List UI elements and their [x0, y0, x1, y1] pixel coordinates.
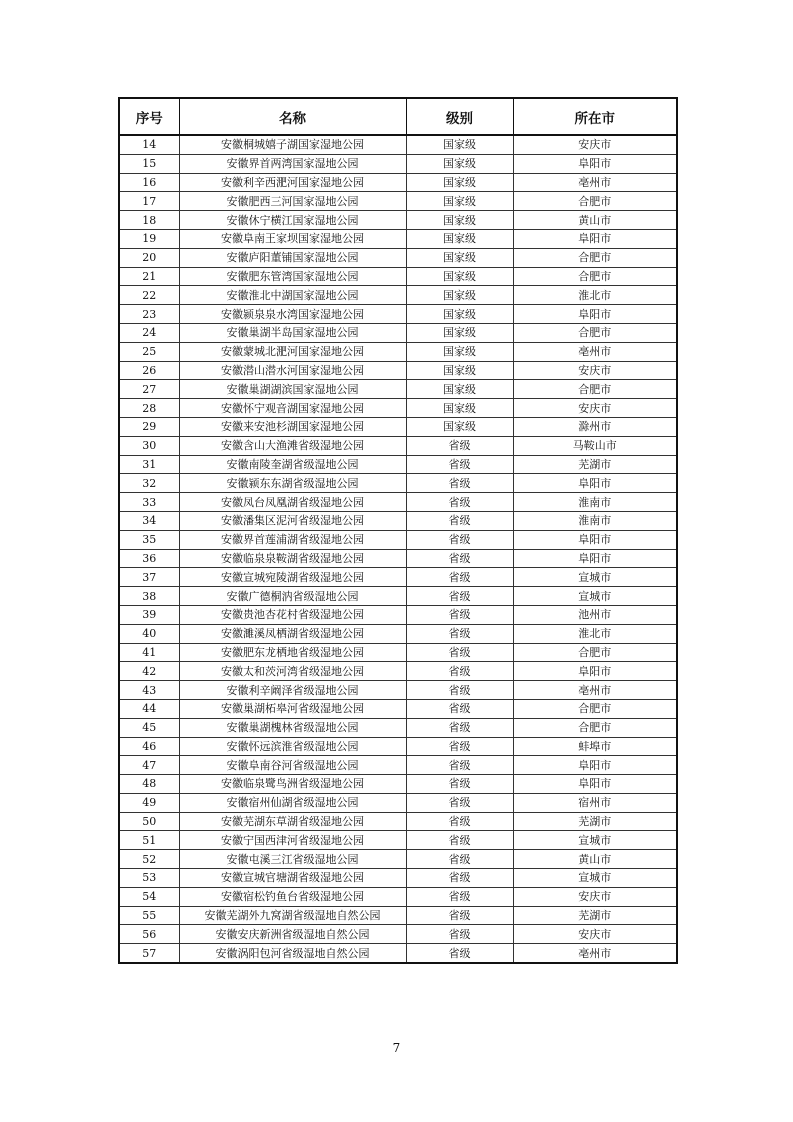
cell-level: 省级 — [406, 812, 513, 831]
table-row — [119, 775, 677, 794]
cell-level: 省级 — [406, 737, 513, 756]
cell-level: 省级 — [406, 831, 513, 850]
cell-index: 38 — [119, 587, 179, 606]
cell-city: 合肥市 — [513, 192, 677, 211]
table-row — [119, 906, 677, 925]
table-row — [119, 455, 677, 474]
cell-park-name: 安徽巢湖柘皋河省级湿地公园 — [179, 699, 406, 718]
table-row — [119, 493, 677, 512]
cell-city: 合肥市 — [513, 380, 677, 399]
table-row — [119, 718, 677, 737]
cell-level: 国家级 — [406, 211, 513, 230]
table-row — [119, 699, 677, 718]
cell-index: 56 — [119, 925, 179, 944]
table-row — [119, 925, 677, 944]
cell-index: 33 — [119, 493, 179, 512]
cell-park-name: 安徽蒙城北淝河国家湿地公园 — [179, 342, 406, 361]
cell-level: 国家级 — [406, 361, 513, 380]
table-row — [119, 135, 677, 154]
table-row — [119, 831, 677, 850]
cell-level: 国家级 — [406, 286, 513, 305]
cell-city: 阜阳市 — [513, 775, 677, 794]
table-row — [119, 530, 677, 549]
cell-city: 宣城市 — [513, 587, 677, 606]
table-row — [119, 887, 677, 906]
cell-park-name: 安徽凤台凤凰湖省级湿地公园 — [179, 493, 406, 512]
cell-park-name: 安徽宣城官塘湖省级湿地公园 — [179, 869, 406, 888]
cell-city: 合肥市 — [513, 699, 677, 718]
cell-park-name: 安徽广德桐汭省级湿地公园 — [179, 587, 406, 606]
cell-park-name: 安徽巢湖槐林省级湿地公园 — [179, 718, 406, 737]
cell-index: 57 — [119, 944, 179, 963]
cell-park-name: 安徽安庆新洲省级湿地自然公园 — [179, 925, 406, 944]
table-row — [119, 643, 677, 662]
table-row — [119, 436, 677, 455]
cell-city: 亳州市 — [513, 944, 677, 963]
table-row — [119, 793, 677, 812]
cell-index: 36 — [119, 549, 179, 568]
cell-level: 省级 — [406, 793, 513, 812]
cell-level: 省级 — [406, 906, 513, 925]
cell-level: 国家级 — [406, 305, 513, 324]
cell-level: 省级 — [406, 775, 513, 794]
cell-city: 宣城市 — [513, 568, 677, 587]
cell-city: 芜湖市 — [513, 906, 677, 925]
cell-index: 34 — [119, 511, 179, 530]
cell-park-name: 安徽芜湖东草湖省级湿地公园 — [179, 812, 406, 831]
cell-index: 28 — [119, 399, 179, 418]
cell-level: 国家级 — [406, 417, 513, 436]
cell-park-name: 安徽颍泉泉水湾国家湿地公园 — [179, 305, 406, 324]
cell-index: 17 — [119, 192, 179, 211]
cell-city: 亳州市 — [513, 342, 677, 361]
cell-park-name: 安徽临泉泉鞍湖省级湿地公园 — [179, 549, 406, 568]
cell-index: 48 — [119, 775, 179, 794]
table-row — [119, 154, 677, 173]
cell-level: 省级 — [406, 493, 513, 512]
table-row — [119, 286, 677, 305]
table-row — [119, 605, 677, 624]
cell-index: 42 — [119, 662, 179, 681]
cell-park-name: 安徽利辛阚泽省级湿地公园 — [179, 681, 406, 700]
table-row — [119, 380, 677, 399]
cell-level: 国家级 — [406, 380, 513, 399]
cell-level: 省级 — [406, 756, 513, 775]
cell-level: 国家级 — [406, 248, 513, 267]
cell-park-name: 安徽界首两湾国家湿地公园 — [179, 154, 406, 173]
cell-park-name: 安徽宁国西津河省级湿地公园 — [179, 831, 406, 850]
cell-city: 亳州市 — [513, 681, 677, 700]
table-row — [119, 587, 677, 606]
cell-city: 阜阳市 — [513, 756, 677, 775]
cell-index: 46 — [119, 737, 179, 756]
cell-level: 国家级 — [406, 267, 513, 286]
cell-city: 合肥市 — [513, 267, 677, 286]
cell-index: 29 — [119, 417, 179, 436]
cell-level: 省级 — [406, 436, 513, 455]
table-row — [119, 192, 677, 211]
cell-level: 国家级 — [406, 192, 513, 211]
cell-index: 14 — [119, 135, 179, 154]
cell-level: 省级 — [406, 681, 513, 700]
cell-park-name: 安徽南陵奎湖省级湿地公园 — [179, 455, 406, 474]
cell-index: 47 — [119, 756, 179, 775]
cell-index: 15 — [119, 154, 179, 173]
cell-park-name: 安徽肥东管湾国家湿地公园 — [179, 267, 406, 286]
cell-index: 45 — [119, 718, 179, 737]
cell-park-name: 安徽巢湖半岛国家湿地公园 — [179, 323, 406, 342]
table-row — [119, 399, 677, 418]
cell-park-name: 安徽宿州仙湖省级湿地公园 — [179, 793, 406, 812]
table-row — [119, 756, 677, 775]
cell-park-name: 安徽休宁横江国家湿地公园 — [179, 211, 406, 230]
table-row — [119, 549, 677, 568]
cell-park-name: 安徽巢湖湖滨国家湿地公园 — [179, 380, 406, 399]
cell-park-name: 安徽屯溪三江省级湿地公园 — [179, 850, 406, 869]
cell-index: 23 — [119, 305, 179, 324]
cell-index: 22 — [119, 286, 179, 305]
header-name: 名称 — [179, 98, 406, 135]
cell-park-name: 安徽肥东龙栖地省级湿地公园 — [179, 643, 406, 662]
cell-index: 25 — [119, 342, 179, 361]
table-row — [119, 681, 677, 700]
cell-city: 芜湖市 — [513, 812, 677, 831]
cell-park-name: 安徽阜南谷河省级湿地公园 — [179, 756, 406, 775]
cell-park-name: 安徽涡阳包河省级湿地自然公园 — [179, 944, 406, 963]
header-city: 所在市 — [513, 98, 677, 135]
cell-city: 安庆市 — [513, 399, 677, 418]
cell-index: 35 — [119, 530, 179, 549]
cell-city: 合肥市 — [513, 718, 677, 737]
cell-index: 18 — [119, 211, 179, 230]
cell-city: 阜阳市 — [513, 549, 677, 568]
cell-city: 阜阳市 — [513, 530, 677, 549]
cell-index: 49 — [119, 793, 179, 812]
table-row — [119, 229, 677, 248]
cell-city: 黄山市 — [513, 211, 677, 230]
cell-park-name: 安徽怀宁观音湖国家湿地公园 — [179, 399, 406, 418]
table-row — [119, 305, 677, 324]
cell-level: 省级 — [406, 944, 513, 963]
page-number: 7 — [392, 1041, 401, 1055]
table-row — [119, 812, 677, 831]
table-row — [119, 323, 677, 342]
cell-park-name: 安徽潜山潜水河国家湿地公园 — [179, 361, 406, 380]
table-row — [119, 944, 677, 963]
cell-index: 52 — [119, 850, 179, 869]
header-index: 序号 — [119, 98, 179, 135]
table-row — [119, 361, 677, 380]
cell-level: 国家级 — [406, 342, 513, 361]
cell-park-name: 安徽潘集区泥河省级湿地公园 — [179, 511, 406, 530]
table-row — [119, 173, 677, 192]
cell-city: 合肥市 — [513, 248, 677, 267]
cell-park-name: 安徽怀远滨淮省级湿地公园 — [179, 737, 406, 756]
table-row — [119, 511, 677, 530]
cell-city: 安庆市 — [513, 361, 677, 380]
cell-city: 阜阳市 — [513, 474, 677, 493]
cell-index: 54 — [119, 887, 179, 906]
cell-city: 滁州市 — [513, 417, 677, 436]
cell-level: 国家级 — [406, 399, 513, 418]
cell-city: 淮南市 — [513, 493, 677, 512]
cell-park-name: 安徽贵池杏花村省级湿地公园 — [179, 605, 406, 624]
cell-index: 21 — [119, 267, 179, 286]
cell-index: 55 — [119, 906, 179, 925]
cell-level: 省级 — [406, 568, 513, 587]
cell-level: 国家级 — [406, 173, 513, 192]
cell-park-name: 安徽利辛西淝河国家湿地公园 — [179, 173, 406, 192]
wetland-park-table — [118, 97, 678, 964]
table-row — [119, 474, 677, 493]
cell-index: 43 — [119, 681, 179, 700]
cell-park-name: 安徽宿松钓鱼台省级湿地公园 — [179, 887, 406, 906]
cell-park-name: 安徽芜湖外九窝湖省级湿地自然公园 — [179, 906, 406, 925]
cell-index: 26 — [119, 361, 179, 380]
cell-park-name: 安徽庐阳董铺国家湿地公园 — [179, 248, 406, 267]
cell-level: 省级 — [406, 869, 513, 888]
cell-park-name: 安徽临泉鹭鸟洲省级湿地公园 — [179, 775, 406, 794]
cell-city: 宿州市 — [513, 793, 677, 812]
cell-index: 44 — [119, 699, 179, 718]
table-row — [119, 417, 677, 436]
cell-city: 阜阳市 — [513, 305, 677, 324]
cell-level: 省级 — [406, 925, 513, 944]
table-row — [119, 624, 677, 643]
header-level: 级别 — [406, 98, 513, 135]
cell-city: 淮南市 — [513, 511, 677, 530]
cell-level: 省级 — [406, 455, 513, 474]
cell-city: 合肥市 — [513, 643, 677, 662]
cell-level: 省级 — [406, 605, 513, 624]
cell-level: 国家级 — [406, 154, 513, 173]
cell-level: 省级 — [406, 474, 513, 493]
cell-park-name: 安徽颍东东湖省级湿地公园 — [179, 474, 406, 493]
cell-park-name: 安徽阜南王家坝国家湿地公园 — [179, 229, 406, 248]
cell-index: 27 — [119, 380, 179, 399]
cell-level: 国家级 — [406, 135, 513, 154]
cell-city: 阜阳市 — [513, 154, 677, 173]
cell-city: 蚌埠市 — [513, 737, 677, 756]
cell-park-name: 安徽肥西三河国家湿地公园 — [179, 192, 406, 211]
cell-level: 省级 — [406, 662, 513, 681]
cell-index: 19 — [119, 229, 179, 248]
table-row — [119, 850, 677, 869]
cell-park-name: 安徽宣城宛陵湖省级湿地公园 — [179, 568, 406, 587]
table-row — [119, 342, 677, 361]
cell-park-name: 安徽淮北中湖国家湿地公园 — [179, 286, 406, 305]
cell-park-name: 安徽桐城嬉子湖国家湿地公园 — [179, 135, 406, 154]
table-row — [119, 248, 677, 267]
cell-level: 省级 — [406, 587, 513, 606]
cell-city: 黄山市 — [513, 850, 677, 869]
cell-park-name: 安徽界首莲浦湖省级湿地公园 — [179, 530, 406, 549]
cell-city: 芜湖市 — [513, 455, 677, 474]
cell-level: 省级 — [406, 718, 513, 737]
cell-index: 24 — [119, 323, 179, 342]
table-row — [119, 737, 677, 756]
cell-city: 亳州市 — [513, 173, 677, 192]
cell-city: 合肥市 — [513, 323, 677, 342]
cell-city: 阜阳市 — [513, 229, 677, 248]
cell-index: 41 — [119, 643, 179, 662]
table-row — [119, 869, 677, 888]
cell-city: 宣城市 — [513, 869, 677, 888]
cell-city: 马鞍山市 — [513, 436, 677, 455]
cell-level: 省级 — [406, 887, 513, 906]
cell-index: 30 — [119, 436, 179, 455]
cell-level: 省级 — [406, 624, 513, 643]
cell-level: 省级 — [406, 549, 513, 568]
cell-city: 池州市 — [513, 605, 677, 624]
cell-level: 省级 — [406, 699, 513, 718]
cell-index: 39 — [119, 605, 179, 624]
cell-index: 37 — [119, 568, 179, 587]
cell-index: 31 — [119, 455, 179, 474]
cell-city: 安庆市 — [513, 887, 677, 906]
table-row — [119, 568, 677, 587]
cell-index: 40 — [119, 624, 179, 643]
table-header-row — [119, 98, 677, 135]
cell-index: 51 — [119, 831, 179, 850]
cell-park-name: 安徽太和茨河湾省级湿地公园 — [179, 662, 406, 681]
cell-city: 阜阳市 — [513, 662, 677, 681]
cell-level: 国家级 — [406, 229, 513, 248]
cell-city: 安庆市 — [513, 135, 677, 154]
cell-index: 32 — [119, 474, 179, 493]
cell-park-name: 安徽来安池杉湖国家湿地公园 — [179, 417, 406, 436]
cell-index: 50 — [119, 812, 179, 831]
cell-level: 国家级 — [406, 323, 513, 342]
cell-index: 53 — [119, 869, 179, 888]
cell-city: 淮北市 — [513, 286, 677, 305]
cell-level: 省级 — [406, 530, 513, 549]
table-row — [119, 211, 677, 230]
cell-index: 20 — [119, 248, 179, 267]
cell-index: 16 — [119, 173, 179, 192]
table-body — [119, 135, 677, 963]
cell-level: 省级 — [406, 850, 513, 869]
cell-level: 省级 — [406, 511, 513, 530]
cell-park-name: 安徽濉溪凤栖湖省级湿地公园 — [179, 624, 406, 643]
cell-level: 省级 — [406, 643, 513, 662]
table-row — [119, 662, 677, 681]
cell-park-name: 安徽含山大渔滩省级湿地公园 — [179, 436, 406, 455]
cell-city: 宣城市 — [513, 831, 677, 850]
cell-city: 安庆市 — [513, 925, 677, 944]
table-row — [119, 267, 677, 286]
cell-city: 淮北市 — [513, 624, 677, 643]
